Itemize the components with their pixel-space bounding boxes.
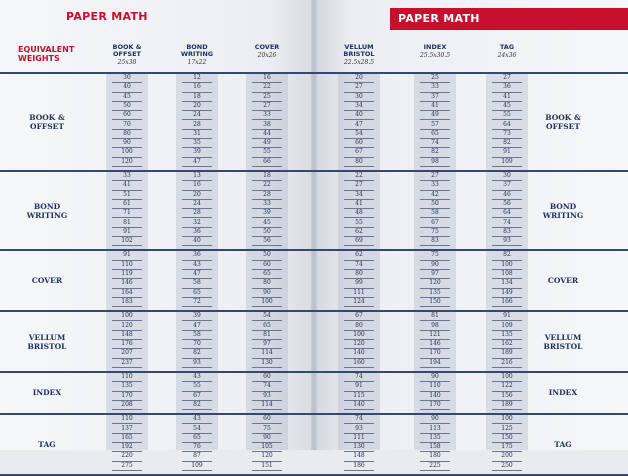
table-cell: 82 [492, 139, 522, 148]
table-cell: 55 [182, 382, 212, 391]
table-cell: 30 [492, 172, 522, 181]
table-cell: 192 [112, 443, 142, 452]
table-cell: 130 [344, 443, 374, 452]
table-cell: 225 [420, 462, 450, 471]
table-cell: 120 [112, 322, 142, 331]
table-cell: 34 [344, 191, 374, 200]
table-cell: 20 [182, 191, 212, 200]
table-cell: 33 [420, 181, 450, 190]
table-cell: 36 [492, 83, 522, 92]
table-cell: 146 [420, 340, 450, 349]
table-cell: 49 [252, 139, 282, 148]
table-cell: 87 [182, 452, 212, 461]
table-cell: 55 [252, 148, 282, 157]
table-cell: 150 [420, 298, 450, 307]
table-cell: 55 [344, 219, 374, 228]
table-cell: 80 [344, 322, 374, 331]
table-cell: 75 [420, 228, 450, 237]
table-cell: 99 [344, 279, 374, 288]
table-cell: 49 [420, 111, 450, 120]
group-divider [0, 249, 628, 251]
table-cell: 65 [252, 322, 282, 331]
table-cell: 33 [252, 111, 282, 120]
table-cell: 114 [252, 349, 282, 358]
table-cell: 183 [112, 298, 142, 307]
table-cell: 110 [112, 415, 142, 424]
column-header-size: 22.5x28.5 [343, 59, 375, 66]
table-cell: 150 [492, 434, 522, 443]
group-label-right: BOND WRITING [542, 201, 584, 220]
group-label-left: COVER [31, 275, 63, 285]
table-cell: 76 [182, 443, 212, 452]
table-cell: 65 [182, 434, 212, 443]
table-cell: 60 [344, 139, 374, 148]
table-cell: 160 [344, 359, 374, 368]
group-label-left: BOOK & OFFSET [29, 113, 65, 131]
table-cell: 42 [420, 191, 450, 200]
table-cell: 58 [182, 279, 212, 288]
table-cell: 60 [252, 373, 282, 382]
column-header [105, 44, 149, 66]
table-cell: 100 [112, 312, 142, 321]
table-cell: 39 [182, 312, 212, 321]
group-divider [0, 170, 628, 172]
table-cell: 50 [252, 251, 282, 260]
table-cell: 100 [492, 373, 522, 382]
table-cell: 60 [252, 261, 282, 270]
table-cell: 105 [252, 443, 282, 452]
table-cell: 220 [112, 452, 142, 461]
table-cell: 16 [182, 83, 212, 92]
table-cell: 91 [492, 148, 522, 157]
table-cell: 97 [420, 270, 450, 279]
table-cell: 186 [344, 462, 374, 471]
table-cell: 208 [112, 401, 142, 410]
table-cell: 91 [492, 312, 522, 321]
table-cell: 12 [182, 74, 212, 83]
table-cell: 75 [420, 251, 450, 260]
table-cell: 119 [112, 270, 142, 279]
table-cell: 207 [112, 349, 142, 358]
table-cell: 64 [492, 209, 522, 218]
table-cell: 81 [420, 312, 450, 321]
table-cell: 91 [344, 382, 374, 391]
table-cell: 41 [420, 102, 450, 111]
table-cell: 189 [492, 401, 522, 410]
table-cell: 67 [420, 219, 450, 228]
table-cell: 25 [252, 93, 282, 102]
table-cell: 122 [492, 382, 522, 391]
table-cell: 170 [420, 349, 450, 358]
table-cell: 120 [252, 452, 282, 461]
table-cell: 67 [344, 148, 374, 157]
table-cell: 114 [252, 401, 282, 410]
table-cell: 170 [112, 392, 142, 401]
table-cell: 98 [420, 322, 450, 331]
table-cell: 175 [492, 443, 522, 452]
table-cell: 22 [252, 83, 282, 92]
table-cell: 115 [344, 392, 374, 401]
table-cell: 43 [182, 415, 212, 424]
table-cell: 90 [420, 415, 450, 424]
table-cell: 69 [344, 237, 374, 246]
table-cell: 20 [182, 102, 212, 111]
title-right: PAPER MATH [398, 12, 480, 25]
table-cell: 81 [252, 331, 282, 340]
column-header-size: 24x36 [497, 52, 517, 59]
table-cell: 48 [344, 209, 374, 218]
table-cell: 58 [182, 331, 212, 340]
table-cell: 110 [112, 261, 142, 270]
table-cell: 80 [344, 270, 374, 279]
table-cell: 90 [420, 373, 450, 382]
table-cell: 140 [420, 392, 450, 401]
table-cell: 148 [112, 331, 142, 340]
group-label-right: INDEX [548, 388, 578, 398]
table-cell: 39 [252, 209, 282, 218]
column-header-size: 17x22 [187, 59, 207, 66]
table-cell: 109 [492, 322, 522, 331]
table-cell: 74 [252, 382, 282, 391]
table-cell: 41 [112, 181, 142, 190]
table-cell: 61 [112, 200, 142, 209]
table-cell: 74 [344, 415, 374, 424]
table-cell: 54 [344, 130, 374, 139]
table-cell: 74 [492, 219, 522, 228]
column-header [172, 44, 222, 66]
table-cell: 16 [182, 181, 212, 190]
table-cell: 56 [252, 237, 282, 246]
table-cell: 97 [252, 340, 282, 349]
table-cell: 109 [492, 158, 522, 167]
column-header [247, 44, 287, 59]
table-cell: 36 [182, 228, 212, 237]
group-divider [0, 310, 628, 312]
table-cell: 27 [252, 102, 282, 111]
table-cell: 33 [252, 200, 282, 209]
table-cell: 60 [252, 415, 282, 424]
table-cell: 200 [492, 452, 522, 461]
table-cell: 70 [112, 121, 142, 130]
table-cell: 46 [492, 191, 522, 200]
column-header-name: INDEX [423, 43, 447, 51]
table-cell: 125 [492, 425, 522, 434]
book-spine [311, 0, 317, 450]
table-cell: 31 [182, 130, 212, 139]
table-cell: 162 [492, 340, 522, 349]
group-label-left: BOND WRITING [26, 201, 68, 220]
table-cell: 47 [182, 270, 212, 279]
table-cell: 58 [420, 209, 450, 218]
table-cell: 47 [182, 322, 212, 331]
column-header-name: BOOK & OFFSET [112, 43, 142, 58]
table-cell: 113 [420, 425, 450, 434]
group-divider [0, 413, 628, 415]
table-cell: 80 [252, 279, 282, 288]
table-cell: 91 [112, 228, 142, 237]
table-cell: 43 [182, 261, 212, 270]
table-cell: 83 [420, 237, 450, 246]
group-label-left: TAG [38, 439, 56, 449]
table-cell: 120 [420, 279, 450, 288]
table-cell: 82 [492, 251, 522, 260]
table-cell: 36 [182, 251, 212, 260]
table-cell: 60 [112, 111, 142, 120]
table-cell: 37 [420, 93, 450, 102]
table-cell: 100 [492, 415, 522, 424]
table-cell: 27 [420, 172, 450, 181]
table-cell: 28 [252, 191, 282, 200]
table-cell: 70 [182, 340, 212, 349]
table-cell: 180 [420, 452, 450, 461]
table-cell: 71 [112, 209, 142, 218]
table-cell: 275 [112, 462, 142, 471]
table-cell: 65 [420, 130, 450, 139]
group-label-right: VELLUM BRISTOL [543, 332, 583, 351]
table-cell: 47 [182, 158, 212, 167]
table-cell: 30 [344, 93, 374, 102]
table-cell: 146 [112, 279, 142, 288]
table-cell: 110 [420, 382, 450, 391]
column-header [410, 44, 460, 59]
table-cell: 27 [344, 181, 374, 190]
table-cell: 28 [182, 209, 212, 218]
table-cell: 22 [252, 181, 282, 190]
table-cell: 54 [182, 425, 212, 434]
table-cell: 55 [492, 111, 522, 120]
table-cell: 27 [492, 74, 522, 83]
table-cell: 33 [112, 172, 142, 181]
table-cell: 54 [252, 312, 282, 321]
table-cell: 45 [252, 219, 282, 228]
table-cell: 83 [492, 228, 522, 237]
table-cell: 130 [252, 359, 282, 368]
table-cell: 90 [252, 289, 282, 298]
group-label-right: BOOK & OFFSET [545, 113, 581, 131]
table-cell: 50 [420, 200, 450, 209]
table-cell: 140 [344, 349, 374, 358]
table-cell: 135 [492, 331, 522, 340]
table-cell: 216 [492, 359, 522, 368]
column-header-size: 25.5x30.5 [419, 52, 451, 59]
table-cell: 134 [492, 279, 522, 288]
column-header [329, 44, 389, 66]
table-cell: 90 [112, 139, 142, 148]
table-cell: 34 [344, 102, 374, 111]
column-header-size: 20x26 [257, 52, 277, 59]
table-cell: 24 [182, 200, 212, 209]
table-cell: 75 [252, 425, 282, 434]
table-cell: 32 [182, 219, 212, 228]
table-cell: 41 [344, 200, 374, 209]
column-header-size: 25x38 [117, 59, 137, 66]
table-cell: 57 [420, 121, 450, 130]
table-cell: 111 [344, 289, 374, 298]
table-cell: 165 [112, 434, 142, 443]
table-cell: 67 [182, 392, 212, 401]
table-cell: 25 [420, 74, 450, 83]
table-cell: 93 [182, 359, 212, 368]
table-cell: 35 [182, 139, 212, 148]
table-cell: 93 [492, 237, 522, 246]
column-header [487, 44, 527, 59]
table-cell: 82 [182, 349, 212, 358]
table-cell: 40 [344, 111, 374, 120]
table-cell: 74 [344, 373, 374, 382]
table-cell: 151 [252, 462, 282, 471]
table-cell: 39 [182, 148, 212, 157]
table-cell: 93 [344, 425, 374, 434]
table-cell: 135 [112, 382, 142, 391]
table-cell: 164 [112, 289, 142, 298]
column-header-name: BOND WRITING [180, 43, 214, 58]
table-cell: 189 [492, 349, 522, 358]
table-cell: 16 [252, 74, 282, 83]
table-cell: 120 [344, 340, 374, 349]
table-cell: 250 [492, 462, 522, 471]
table-cell: 40 [112, 83, 142, 92]
table-cell: 40 [182, 237, 212, 246]
table-cell: 50 [252, 228, 282, 237]
table-cell: 137 [112, 425, 142, 434]
table-cell: 111 [344, 434, 374, 443]
table-cell: 90 [420, 261, 450, 270]
group-label-left: INDEX [32, 388, 62, 398]
table-cell: 80 [344, 158, 374, 167]
table-cell: 170 [420, 401, 450, 410]
table-cell: 140 [344, 401, 374, 410]
table-cell: 194 [420, 359, 450, 368]
table-cell: 62 [344, 251, 374, 260]
table-cell: 44 [252, 130, 282, 139]
table-cell: 67 [344, 312, 374, 321]
table-cell: 43 [182, 373, 212, 382]
table-cell: 13 [182, 172, 212, 181]
table-cell: 37 [492, 181, 522, 190]
table-cell: 82 [420, 148, 450, 157]
table-cell: 82 [182, 401, 212, 410]
table-cell: 65 [182, 289, 212, 298]
table-cell: 91 [112, 251, 142, 260]
column-header-name: VELLUM BRISTOL [343, 43, 375, 58]
table-cell: 27 [344, 83, 374, 92]
group-label-right: TAG [554, 439, 572, 449]
table-cell: 45 [492, 102, 522, 111]
group-label-right: COVER [547, 275, 579, 285]
group-label-left: VELLUM BRISTOL [27, 332, 67, 351]
table-cell: 74 [420, 139, 450, 148]
table-cell: 237 [112, 359, 142, 368]
table-cell: 50 [112, 102, 142, 111]
table-cell: 28 [182, 121, 212, 130]
table-cell: 81 [112, 219, 142, 228]
table-cell: 51 [112, 191, 142, 200]
table-cell: 56 [492, 200, 522, 209]
table-cell: 100 [492, 261, 522, 270]
group-divider [0, 72, 628, 74]
table-cell: 47 [344, 121, 374, 130]
table-cell: 74 [344, 261, 374, 270]
table-cell: 18 [182, 93, 212, 102]
table-cell: 73 [492, 130, 522, 139]
equivalent-label-line1: EQUIVALENT [18, 45, 75, 54]
table-cell: 110 [112, 373, 142, 382]
table-cell: 80 [112, 130, 142, 139]
table-cell: 176 [112, 340, 142, 349]
table-cell: 120 [112, 158, 142, 167]
table-cell: 109 [182, 462, 212, 471]
table-cell: 102 [112, 237, 142, 246]
table-cell: 100 [252, 298, 282, 307]
table-cell: 135 [420, 434, 450, 443]
table-cell: 65 [252, 270, 282, 279]
table-cell: 33 [420, 83, 450, 92]
table-cell: 158 [420, 443, 450, 452]
table-cell: 45 [112, 93, 142, 102]
equivalent-label-line2: WEIGHTS [18, 54, 60, 63]
table-cell: 41 [492, 93, 522, 102]
equivalent-weights-label [18, 45, 74, 63]
table-cell: 66 [252, 158, 282, 167]
column-header-name: COVER [254, 43, 280, 51]
table-cell: 108 [492, 270, 522, 279]
table-cell: 20 [344, 74, 374, 83]
table-cell: 24 [182, 111, 212, 120]
table-cell: 90 [252, 434, 282, 443]
table-cell: 22 [344, 172, 374, 181]
table-cell: 62 [344, 228, 374, 237]
table-cell: 100 [112, 148, 142, 157]
group-divider [0, 371, 628, 373]
table-cell: 30 [112, 74, 142, 83]
table-cell: 72 [182, 298, 212, 307]
table-cell: 148 [344, 452, 374, 461]
table-cell: 121 [420, 331, 450, 340]
table-cell: 100 [344, 331, 374, 340]
table-cell: 135 [420, 289, 450, 298]
table-cell: 166 [492, 298, 522, 307]
table-cell: 93 [252, 392, 282, 401]
table-cell: 38 [252, 121, 282, 130]
title-left: PAPER MATH [66, 10, 148, 23]
column-header-name: TAG [499, 43, 515, 51]
table-cell: 149 [492, 289, 522, 298]
table-cell: 124 [344, 298, 374, 307]
table-cell: 18 [252, 172, 282, 181]
table-cell: 98 [420, 158, 450, 167]
table-cell: 156 [492, 392, 522, 401]
table-cell: 64 [492, 121, 522, 130]
